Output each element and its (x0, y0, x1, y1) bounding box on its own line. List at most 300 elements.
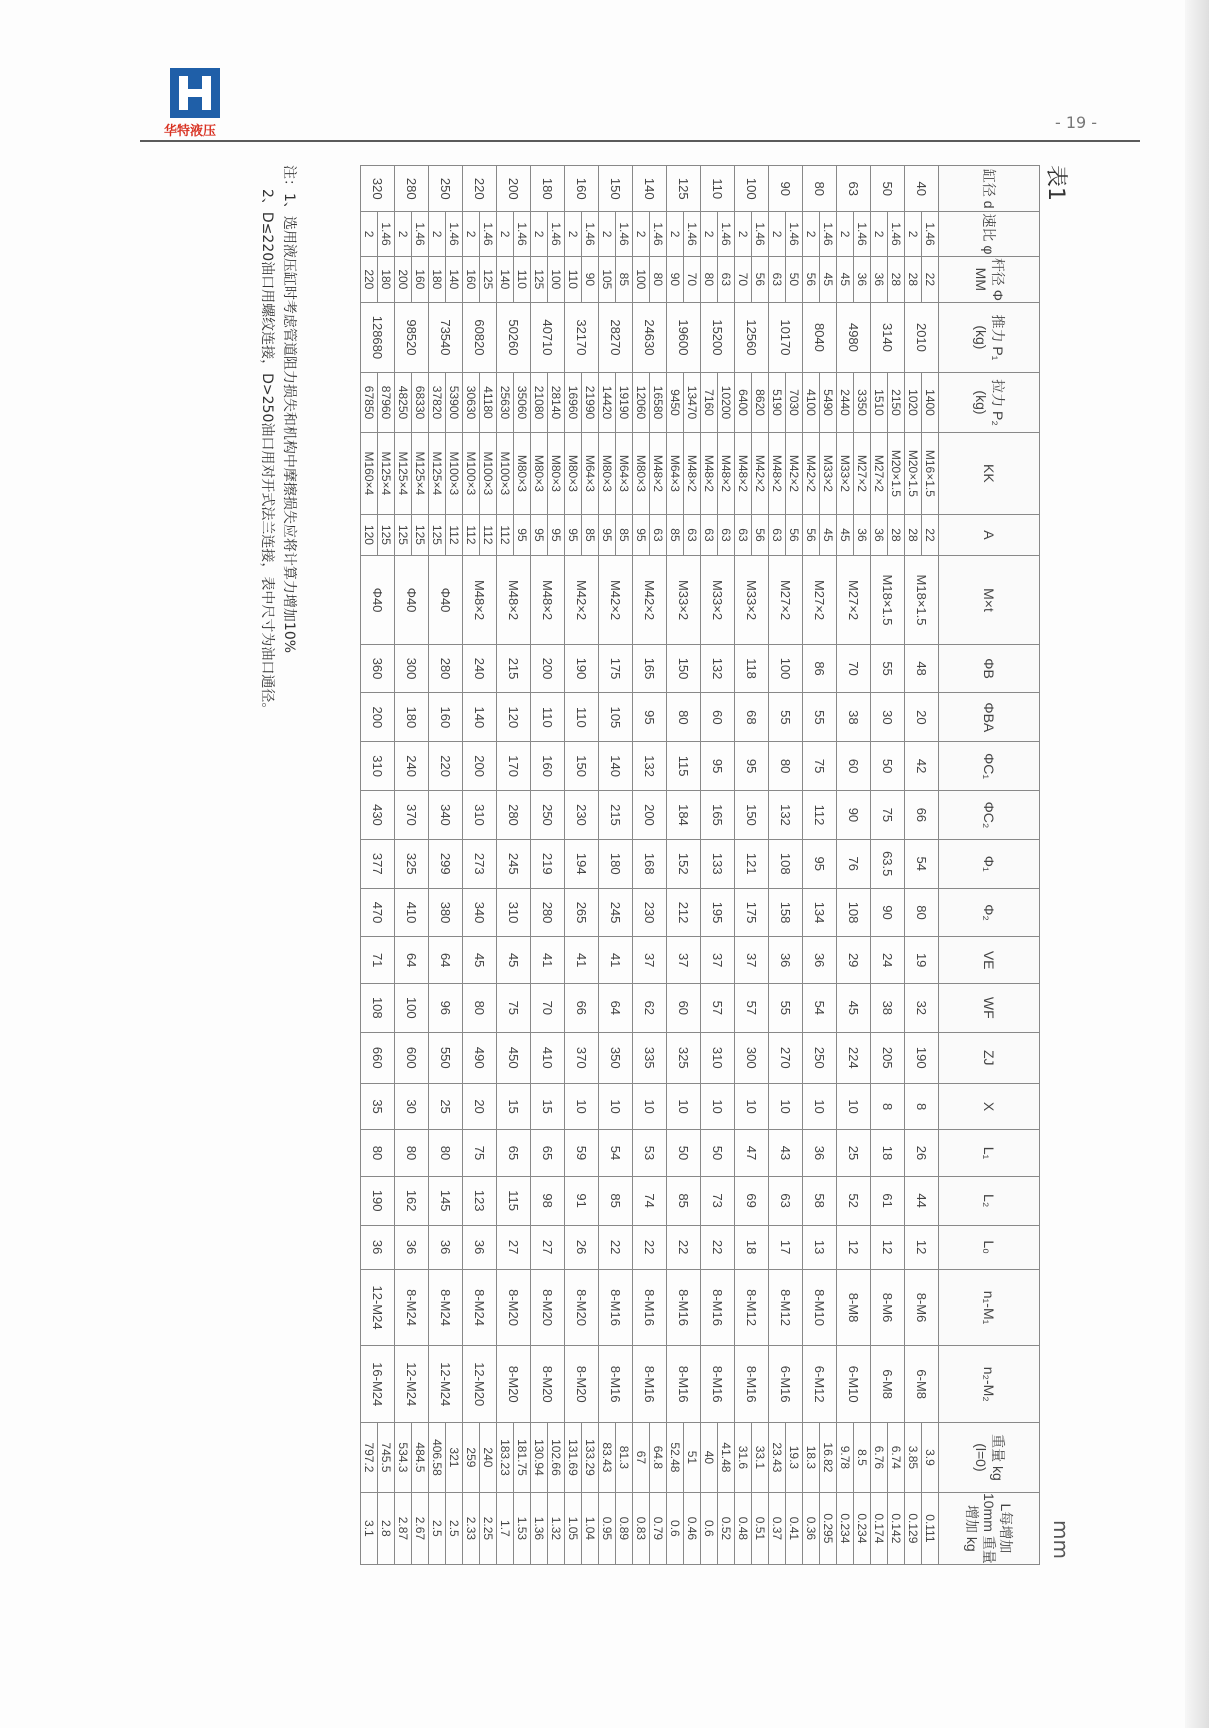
table-cell: M27×2 (854, 433, 871, 514)
table-cell: 67850 (361, 372, 378, 432)
table-cell: 12 (871, 1225, 905, 1269)
page-number: - 19 - (1055, 113, 1098, 132)
table-cell: 350 (599, 1032, 633, 1083)
table-cell: M80×3 (599, 433, 616, 514)
table-cell: 36 (463, 1225, 497, 1269)
table-cell: 110 (565, 256, 582, 302)
table-cell: 22 (701, 1225, 735, 1269)
table-cell: M125×4 (412, 433, 429, 514)
table-cell: 50 (786, 256, 803, 302)
table-cell: 2 (395, 212, 412, 256)
table-cell: 160 (412, 256, 429, 302)
table-cell: 41 (565, 937, 599, 983)
table-cell: 63 (718, 256, 735, 302)
table-cell: 430 (361, 791, 395, 840)
table-cell: 26 (565, 1225, 599, 1269)
table-cell: 200 (463, 742, 497, 791)
column-header: L₀ (939, 1225, 1040, 1269)
table-cell: 310 (361, 742, 395, 791)
table-cell: 16960 (565, 372, 582, 432)
column-header: VE (939, 937, 1040, 983)
table-cell: 300 (735, 1032, 769, 1083)
column-header: 杆径 Φ MM (939, 256, 1040, 302)
table-row (378, 166, 395, 1565)
table-cell: 8-M12 (735, 1269, 769, 1346)
table-cell: 220 (429, 742, 463, 791)
table-cell: 63 (769, 1176, 803, 1225)
table-cell: M42×2 (599, 556, 633, 644)
table-cell: 80 (667, 693, 701, 742)
table-cell: 59 (565, 1130, 599, 1176)
table-cell: 22 (667, 1225, 701, 1269)
column-header: X (939, 1083, 1040, 1129)
table-cell: 12 (837, 1225, 871, 1269)
table-cell: M27×2 (803, 556, 837, 644)
table-cell: 240 (463, 644, 497, 693)
table-cell: 36 (395, 1225, 429, 1269)
table-cell: 8-M16 (667, 1346, 701, 1423)
table-cell: 95 (701, 742, 735, 791)
table-cell: Φ40 (361, 556, 395, 644)
table-cell: 45 (463, 937, 497, 983)
table-cell: 1.46 (752, 212, 769, 256)
table-cell: 95 (565, 514, 582, 556)
table-cell: 64 (429, 937, 463, 983)
table-cell: 150 (667, 644, 701, 693)
table-cell: 0.46 (684, 1492, 701, 1564)
table-cell: 8-M10 (803, 1269, 837, 1346)
table-cell: 2 (769, 212, 786, 256)
table-cell: 75 (871, 791, 905, 840)
table-cell: 484.5 (412, 1423, 429, 1493)
table-row (888, 166, 905, 1565)
table-cell: 450 (497, 1032, 531, 1083)
table-cell: 320 (361, 166, 395, 212)
table-cell: 50260 (497, 303, 531, 373)
table-cell: 36 (871, 256, 888, 302)
table-cell: 85 (616, 514, 633, 556)
table-cell: 123 (463, 1176, 497, 1225)
table-cell: 64 (599, 983, 633, 1032)
table-cell: M42×2 (803, 433, 820, 514)
column-header: L₁ (939, 1130, 1040, 1176)
table-cell: 1.32 (548, 1492, 565, 1564)
table-cell: 1.46 (786, 212, 803, 256)
table-cell: 68 (735, 693, 769, 742)
table-cell: 265 (565, 888, 599, 937)
table-cell: M64×3 (616, 433, 633, 514)
table-cell: 1.46 (888, 212, 905, 256)
table-body (361, 166, 939, 1565)
table-cell: 0.79 (650, 1492, 667, 1564)
table-cell: 76 (837, 839, 871, 888)
rotated-table-area (259, 165, 1075, 1565)
table-cell: 125 (412, 514, 429, 556)
table-cell: 270 (769, 1032, 803, 1083)
table-cell: 51 (684, 1423, 701, 1493)
table-header-row (939, 166, 1040, 1565)
table-cell: 8040 (803, 303, 837, 373)
table-cell: 95 (514, 514, 531, 556)
table-cell: 8-M24 (395, 1269, 429, 1346)
table-cell: 6-M16 (769, 1346, 803, 1423)
table-cell: 8-M16 (633, 1269, 667, 1346)
table-cell: 125 (378, 514, 395, 556)
table-cell: 90 (871, 888, 905, 937)
table-cell: 377 (361, 839, 395, 888)
table-cell: 57 (735, 983, 769, 1032)
table-cell: 95 (633, 693, 667, 742)
table-cell: 95 (633, 514, 650, 556)
table-cell: 36 (854, 514, 871, 556)
table-cell: 85 (667, 1176, 701, 1225)
company-logo (164, 68, 220, 139)
table-cell: 30630 (463, 372, 480, 432)
table-cell: 18 (871, 1130, 905, 1176)
table-cell: 16-M24 (361, 1346, 395, 1423)
table-cell: M33×2 (667, 556, 701, 644)
table-cell: 63 (769, 256, 786, 302)
table-cell: 19.3 (786, 1423, 803, 1493)
column-header: 推力 P₁ (kg) (939, 303, 1040, 373)
table-cell: 2.5 (446, 1492, 463, 1564)
table-row (752, 166, 769, 1565)
table-cell: 96 (429, 983, 463, 1032)
table-cell: 36 (803, 1130, 837, 1176)
table-cell: 60 (701, 693, 735, 742)
table-cell: 105 (599, 256, 616, 302)
table-cell: 8-M20 (565, 1269, 599, 1346)
table-cell: 180 (599, 839, 633, 888)
table-cell: 1.46 (378, 212, 395, 256)
table-cell: 1.46 (650, 212, 667, 256)
table-cell: M64×3 (582, 433, 599, 514)
table-cell: M18×1.5 (871, 556, 905, 644)
table-cell: 80 (803, 166, 837, 212)
table-cell: 15 (497, 1083, 531, 1129)
unit-label: mm (1049, 1520, 1073, 1559)
table-cell: 1.04 (582, 1492, 599, 1564)
table-cell: 74 (633, 1176, 667, 1225)
table-cell: 133.29 (582, 1423, 599, 1493)
table-cell: 70 (684, 256, 701, 302)
table-cell: 410 (395, 888, 429, 937)
table-cell: 0.6 (667, 1492, 684, 1564)
table-cell: 69 (735, 1176, 769, 1225)
table-cell: 280 (531, 888, 565, 937)
table-cell: 2 (531, 212, 548, 256)
table-cell: 1.53 (514, 1492, 531, 1564)
column-header: A (939, 514, 1040, 556)
column-header: 缸径 d (939, 166, 1040, 212)
table-cell: M100×3 (480, 433, 497, 514)
table-cell: 1020 (905, 372, 922, 432)
table-cell: 45 (820, 256, 837, 302)
table-cell: 190 (565, 644, 599, 693)
table-cell: 1.46 (922, 212, 939, 256)
table-cell: 2 (429, 212, 446, 256)
table-cell: 63 (837, 166, 871, 212)
table-cell: 132 (633, 742, 667, 791)
table-cell: M42×2 (752, 433, 769, 514)
table-cell: M27×2 (871, 433, 888, 514)
table-cell: 10 (803, 1083, 837, 1129)
table-cell: 1.46 (820, 212, 837, 256)
table-row (548, 166, 565, 1565)
table-cell: 90 (582, 256, 599, 302)
table-cell: 70 (837, 644, 871, 693)
table-cell: 37820 (429, 372, 446, 432)
table-cell: 175 (735, 888, 769, 937)
column-header: Φ₂ (939, 888, 1040, 937)
table-cell: 118 (735, 644, 769, 693)
table-cell: 108 (837, 888, 871, 937)
table-cell: 68330 (412, 372, 429, 432)
table-cell: 28 (905, 256, 922, 302)
table-cell: 1.46 (412, 212, 429, 256)
table-cell: 80 (361, 1130, 395, 1176)
table-cell: 47 (735, 1130, 769, 1176)
column-header: 速比 φ (939, 212, 1040, 256)
table-cell: 3350 (854, 372, 871, 432)
table-cell: Φ40 (429, 556, 463, 644)
table-cell: 15 (531, 1083, 565, 1129)
table-cell: 128680 (361, 303, 395, 373)
table-cell: 60 (837, 742, 871, 791)
table-cell: 115 (667, 742, 701, 791)
table-cell: 16580 (650, 372, 667, 432)
table-cell: 215 (497, 644, 531, 693)
table-cell: 2 (463, 212, 480, 256)
table-cell: 230 (633, 888, 667, 937)
table-cell: 2.25 (480, 1492, 497, 1564)
table-cell: 310 (701, 1032, 735, 1083)
table-row (616, 166, 633, 1565)
table-row (412, 166, 429, 1565)
table-cell: 8-M24 (429, 1269, 463, 1346)
table-cell: 48250 (395, 372, 412, 432)
table-cell: 20 (463, 1083, 497, 1129)
table-cell: 10 (599, 1083, 633, 1129)
table-cell: M100×3 (497, 433, 514, 514)
table-cell: 33.1 (752, 1423, 769, 1493)
table-cell: 10 (701, 1083, 735, 1129)
table-cell: M100×3 (463, 433, 480, 514)
table-cell: 90 (837, 791, 871, 840)
table-cell: 22 (633, 1225, 667, 1269)
table-cell: 110 (701, 166, 735, 212)
table-cell: 8-M24 (463, 1269, 497, 1346)
table-cell: M48×2 (701, 433, 718, 514)
table-cell: 370 (565, 1032, 599, 1083)
table-cell: 22 (922, 256, 939, 302)
table-cell: 54 (905, 839, 939, 888)
table-cell: 10 (633, 1083, 667, 1129)
table-cell: 100 (548, 256, 565, 302)
table-cell: 71 (361, 937, 395, 983)
table-cell: 30 (395, 1083, 429, 1129)
table-cell: 90 (769, 166, 803, 212)
table-cell: 80 (650, 256, 667, 302)
table-cell: 131.69 (565, 1423, 582, 1493)
table-cell: 160 (429, 693, 463, 742)
table-cell: M48×2 (684, 433, 701, 514)
table-cell: 250 (803, 1032, 837, 1083)
table-cell: 310 (497, 888, 531, 937)
table-cell: 6-M8 (871, 1346, 905, 1423)
table-cell: 27 (531, 1225, 565, 1269)
table-cell: 13470 (684, 372, 701, 432)
table-cell: 310 (463, 791, 497, 840)
table-cell: 37 (735, 937, 769, 983)
column-header: n₂-M₂ (939, 1346, 1040, 1423)
table-cell: 8-M16 (599, 1346, 633, 1423)
table-cell: 230 (565, 791, 599, 840)
table-cell: M80×3 (548, 433, 565, 514)
table-cell: 29 (837, 937, 871, 983)
table-cell: 0.52 (718, 1492, 735, 1564)
table-cell: 8-M16 (701, 1346, 735, 1423)
table-cell: 190 (905, 1032, 939, 1083)
table-cell: 2.87 (395, 1492, 412, 1564)
table-cell: 200 (531, 644, 565, 693)
table-cell: Φ40 (395, 556, 429, 644)
table-cell: 85 (667, 514, 684, 556)
table-cell: 273 (463, 839, 497, 888)
table-cell: 8-M16 (735, 1346, 769, 1423)
table-cell: 26 (905, 1130, 939, 1176)
table-cell: 380 (429, 888, 463, 937)
table-cell: 340 (429, 791, 463, 840)
table-cell: 170 (497, 742, 531, 791)
table-cell: 36 (803, 937, 837, 983)
table-cell: 1.46 (514, 212, 531, 256)
table-cell: 150 (735, 791, 769, 840)
table-cell: M48×2 (531, 556, 565, 644)
table-cell: 63 (735, 514, 752, 556)
table-cell: 2 (735, 212, 752, 256)
table-cell: 280 (429, 644, 463, 693)
table-cell: 56 (752, 256, 769, 302)
table-cell: M33×2 (820, 433, 837, 514)
table-cell: 50 (667, 1130, 701, 1176)
table-cell: 0.41 (786, 1492, 803, 1564)
table-cell: 600 (395, 1032, 429, 1083)
column-header: WF (939, 983, 1040, 1032)
table-cell: 8-M8 (837, 1269, 871, 1346)
note-line: 2、D≤220油口用螺纹连接，D>250油口用对开式法兰连接，表中尺寸为油口通径。 (259, 189, 275, 717)
table-cell: 8 (905, 1083, 939, 1129)
table-cell: 3.9 (922, 1423, 939, 1493)
table-cell: 158 (769, 888, 803, 937)
column-header: 拉力 P₂ (kg) (939, 372, 1040, 432)
table-cell: 250 (531, 791, 565, 840)
table-cell: 81.3 (616, 1423, 633, 1493)
table-cell: 2010 (905, 303, 939, 373)
table-cell: 8-M12 (769, 1269, 803, 1346)
table-cell: 108 (361, 983, 395, 1032)
table-cell: 125 (531, 256, 548, 302)
table-cell: 36 (769, 937, 803, 983)
table-cell: 95 (599, 514, 616, 556)
table-cell: 250 (429, 166, 463, 212)
table-cell: 18.3 (803, 1423, 820, 1493)
table-cell: 133 (701, 839, 735, 888)
table-cell: 28270 (599, 303, 633, 373)
table-cell: 180 (378, 256, 395, 302)
table-cell: 32 (905, 983, 939, 1032)
table-cell: 70 (531, 983, 565, 1032)
table-cell: 0.36 (803, 1492, 820, 1564)
table-cell: 42 (905, 742, 939, 791)
table-cell: 490 (463, 1032, 497, 1083)
table-cell: M48×2 (718, 433, 735, 514)
table-cell: 280 (497, 791, 531, 840)
table-cell: 95 (803, 839, 837, 888)
table-cell: M27×2 (769, 556, 803, 644)
table-cell: 8-M16 (633, 1346, 667, 1423)
table-cell: 335 (633, 1032, 667, 1083)
table-cell: 17 (769, 1225, 803, 1269)
table-cell: 245 (599, 888, 633, 937)
table-cell: 2 (701, 212, 718, 256)
table-cell: 1.46 (582, 212, 599, 256)
table-cell: 162 (395, 1176, 429, 1225)
table-cell: M20×1.5 (905, 433, 922, 514)
table-row (718, 166, 735, 1565)
table-cell: 12060 (633, 372, 650, 432)
table-cell: 0.6 (701, 1492, 718, 1564)
table-cell: 2 (837, 212, 854, 256)
table-cell: 25630 (497, 372, 514, 432)
table-cell: 8-M20 (497, 1346, 531, 1423)
table-cell: 550 (429, 1032, 463, 1083)
table-cell: M125×4 (429, 433, 446, 514)
table-cell: 8-M20 (531, 1269, 565, 1346)
table-cell: 65 (497, 1130, 531, 1176)
table-cell: 8.5 (854, 1423, 871, 1493)
table-cell: 36 (871, 514, 888, 556)
table-cell: 180 (429, 256, 446, 302)
table-cell: M48×2 (650, 433, 667, 514)
table-cell: 140 (497, 256, 514, 302)
table-cell: 7160 (701, 372, 718, 432)
column-header: ΦC₂ (939, 791, 1040, 840)
column-header: M×t (939, 556, 1040, 644)
table-cell: 75 (803, 742, 837, 791)
table-cell: 112 (803, 791, 837, 840)
table-cell: 25 (837, 1130, 871, 1176)
table-cell: 300 (395, 644, 429, 693)
table-cell: 112 (480, 514, 497, 556)
table-cell: 1.46 (684, 212, 701, 256)
table-cell: 259 (463, 1423, 480, 1493)
table-cell: 410 (531, 1032, 565, 1083)
table-cell: 340 (463, 888, 497, 937)
table-cell: 2 (667, 212, 684, 256)
column-header: L每增加10mm 重量增加 kg (939, 1492, 1040, 1564)
table-notes (256, 165, 300, 716)
table-cell: M33×2 (701, 556, 735, 644)
table-cell: M16×1.5 (922, 433, 939, 514)
table-cell: 19600 (667, 303, 701, 373)
table-cell: 6-M10 (837, 1346, 871, 1423)
table-cell: 110 (514, 256, 531, 302)
spec-table (360, 165, 1040, 1565)
table-cell: M42×2 (565, 556, 599, 644)
table-cell: 10 (837, 1083, 871, 1129)
table-cell: M48×2 (735, 433, 752, 514)
